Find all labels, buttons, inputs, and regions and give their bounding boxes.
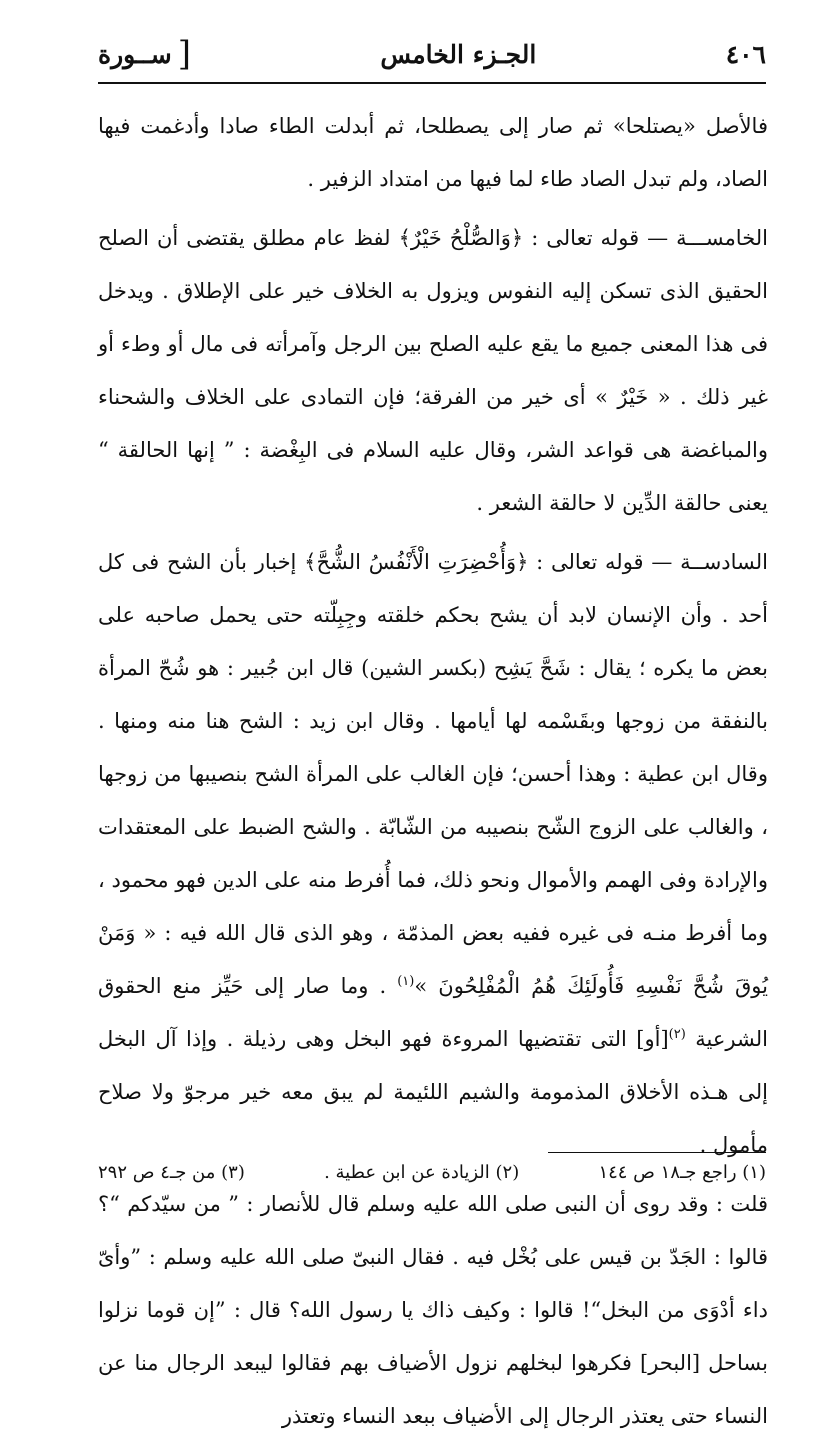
header-divider	[98, 82, 766, 84]
paragraph-fifth: الخامســـة — قوله تعالى : ﴿وَالصُّلْحُ خَيْرٌ﴾ لفظ عام مطلق يقتضى أن الصلح الحقيق الذى تسكن إليه النفوس ويزول به الخلاف خير على الإطلاق . ويدخل فى هذا المعنى جميع ما يقع عليه الصلح بين الرجل وآمرأته فى مال أو وطء أو غير ذلك . « خَيْرٌ » أى خير من الفرقة؛ فإن التمادى على الخلاف والشحناء والمباغضة هى قواعد الشر، وقال عليه السلام فى البِغْضة : ” إنها الحالقة “ يعنى حالقة الدِّين لا حالقة الشعر .	[98, 226, 768, 515]
paragraph-sixth-text: السادســة — قوله تعالى : ﴿وَأُحْضِرَتِ الْأَنْفُسُ الشُّحَّ﴾ إخبار بأن الشح فى كل أحد . وأن الإنسان لابد أن يشح بحكم خلقته وجِبِلّته حتى يحمل صاحبه على بعض ما يكره ؛ يقال : شَحَّ يَشِح (بكسر الشين) قال ابن جُبير : هو شُحّ المرأة بالنفقة من زوجها وبقَسْمه لها أيامها . وقال ابن زيد : الشح هنا منه ومنها . وقال ابن عطية : وهذا أحسن؛ فإن الغالب على المرأة الشح بنصيبها من زوجها ، والغالب على الزوج الشّح بنصيبه من الشّابّة . والشح الضبط على المعتقدات والإرادة وفى الهمم والأموال ونحو ذلك، فما أُفرط منه على الدين فهو محمود ، وما أفرط منـه فى غيره ففيه بعض المذمّة ، وهو الذى قال الله فيه : « وَمَنْ يُوقَ شُحَّ نَفْسِهِ فَأُولَئِكَ هُمُ الْمُفْلِحُونَ »	[98, 550, 769, 998]
header-bracket: [	[177, 34, 191, 74]
surah-label: ســورة	[98, 39, 172, 69]
paragraph-qultu-text: قلت : وقد روى أن النبى صلى الله عليه وسلم قال للأنصار : ” من سيّدكم “؟ قالوا : الجَدّ بن قيس على بُخْل فيه . فقال النبىّ صلى الله عليه وسلم : ”وأىّ داء أدْوَى من البخل“! قالوا : وكيف ذاك يا رسول الله؟ قال : ”إن قوما نزلوا بساحل [البحر] فكرهوا لبخلهم نزول الأضياف بهم فقالوا ليبعد الرجال منا عن النساء حتى يعتذر الرجال إلى الأضياف ببعد النساء وتعتذر	[98, 1192, 768, 1428]
paragraph-sixth-end: فهو البخل وهى رذيلة . وإذا آل البخل إلى هـذه الأخلاق المذمومة والشيم اللئيمة لم يبق معه خير مرجوّ ولا صلاح مأمول .	[98, 1027, 768, 1157]
paragraph-sixth-after: التى تقتضيها المروءة	[441, 1027, 627, 1051]
footnote-ref-2: (٢)	[668, 1027, 686, 1042]
running-header	[98, 30, 766, 78]
bracketed-addition: [أو]	[636, 1027, 669, 1051]
running-title: الجـزء الخامس	[380, 39, 537, 69]
footnotes	[98, 1162, 766, 1183]
body-text	[98, 100, 768, 1449]
footnote-2: (٢) الزيادة عن ابن عطية .	[324, 1162, 520, 1183]
footnote-divider	[548, 1152, 766, 1153]
footnote-1: (١) راجع جـ١٨ ص ١٤٤	[598, 1162, 766, 1183]
surah-label-box	[98, 34, 191, 74]
paragraph-sixth-mid: . وما صار إلى حَيِّز منع الحقوق الشرعية	[98, 974, 768, 1051]
paragraph-opening: فالأصل «يصتلحا» ثم صار إلى يصطلحا، ثم أبدلت الطاء صادا وأدغمت فيها الصاد، ولم تبدل الصاد طاء لما فيها من امتداد الزفير .	[98, 114, 768, 191]
paragraph-qultu	[98, 1178, 768, 1443]
footnote-3: (٣) من جـ٤ ص ٢٩٢	[98, 1162, 245, 1183]
footnote-ref-1: (١)	[397, 974, 415, 989]
paragraph-sixth	[98, 536, 768, 1172]
page-number: ٤٠٦	[725, 39, 766, 69]
